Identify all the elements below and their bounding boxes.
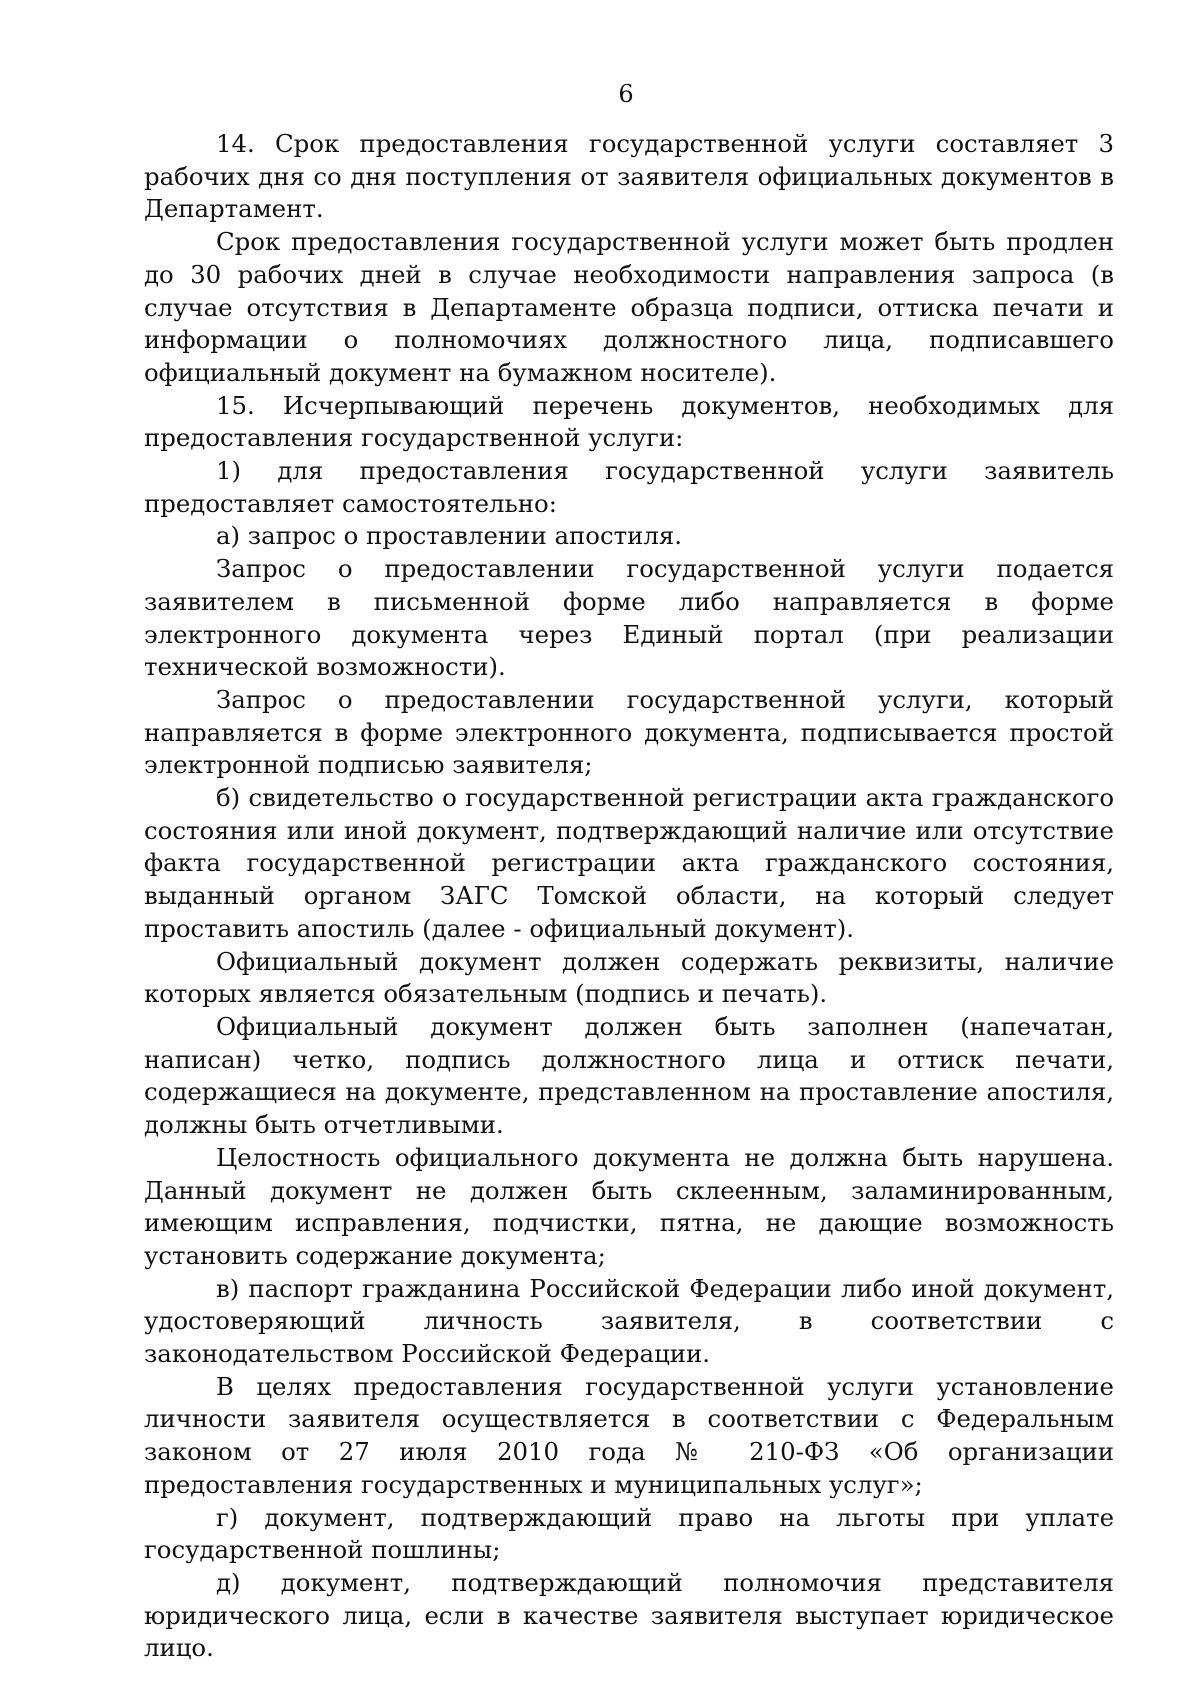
paragraph-applicant-provides: 1) для предоставления государственной услуги заявитель предоставляет самостоятельно: (144, 456, 1114, 518)
paragraph-15-document-list: 15. Исчерпывающий перечень документов, необходимых для предоставления государственной услуги: (144, 390, 1114, 453)
paragraph-electronic-signature: Запрос о предоставлении государственной услуги, который направляется в форме электронного документа, подписывается простой электронной подписью заявителя; (144, 684, 1114, 780)
list-item-g-benefits: г) документ, подтверждающий право на льготы при уплате государственной пошлины; (144, 1502, 1114, 1565)
list-item-v-passport: в) паспорт гражданина Российской Федерации либо иной документ, удостоверяющий личность заявителя, в соответствии с законодательством Российской Федерации. (144, 1273, 1114, 1369)
paragraph-requisites: Официальный документ должен содержать реквизиты, наличие которых является обязательным (подпись и печать). (144, 946, 1114, 1009)
paragraph-request-submission: Запрос о предоставлении государственной услуги подается заявителем в письменной форме либо направляется в форме электронного документа через Единый портал (при реализации технической возможности). (144, 554, 1114, 682)
page-number: 6 (618, 80, 634, 108)
list-item-a-request: а) запрос о проставлении апостиля. (216, 521, 683, 551)
paragraph-term-extension: Срок предоставления государственной услуги может быть продлен до 30 рабочих дней в случае необходимости направления запроса (в случае отсутствия в Департаменте образца подписи, оттиска печати и информации о полномочиях должностного лица, подписавшего официальный документ на бумажном носителе). (144, 227, 1114, 387)
paragraph-identity-law: В целях предоставления государственной услуги установление личности заявителя осуществляется в соответствии с Федеральным законом от 27 июля 2010 года № 210-ФЗ «Об организации предоставления государственных и муниципальных услуг»; (144, 1371, 1114, 1499)
paragraph-14-term: 14. Срок предоставления государственной услуги составляет 3 рабочих дня со дня поступления от заявителя официальных документов в Департамент. (144, 129, 1114, 224)
paragraph-integrity: Целостность официального документа не должна быть нарушена. Данный документ не должен быть склеенным, заламинированным, имеющим исправления, подчистки, пятна, не дающие возможность установить содержание документа; (144, 1142, 1114, 1270)
list-item-b-certificate: б) свидетельство о государственной регистрации акта гражданского состояния или иной документ, подтверждающий наличие или отсутствие факта государственной регистрации акта гражданского состояния, выданный органом ЗАГС Томской области, на который следует проставить апостиль (далее - официальный документ). (144, 783, 1114, 943)
document-body (144, 128, 1114, 1665)
list-item-d-representative: д) документ, подтверждающий полномочия представителя юридического лица, если в качестве заявителя выступает юридическое лицо. (144, 1567, 1114, 1663)
paragraph-legibility: Официальный документ должен быть заполнен (напечатан, написан) четко, подпись должностного лица и оттиск печати, содержащиеся на документе, представленном на проставление апостиля, должны быть отчетливыми. (144, 1011, 1114, 1140)
